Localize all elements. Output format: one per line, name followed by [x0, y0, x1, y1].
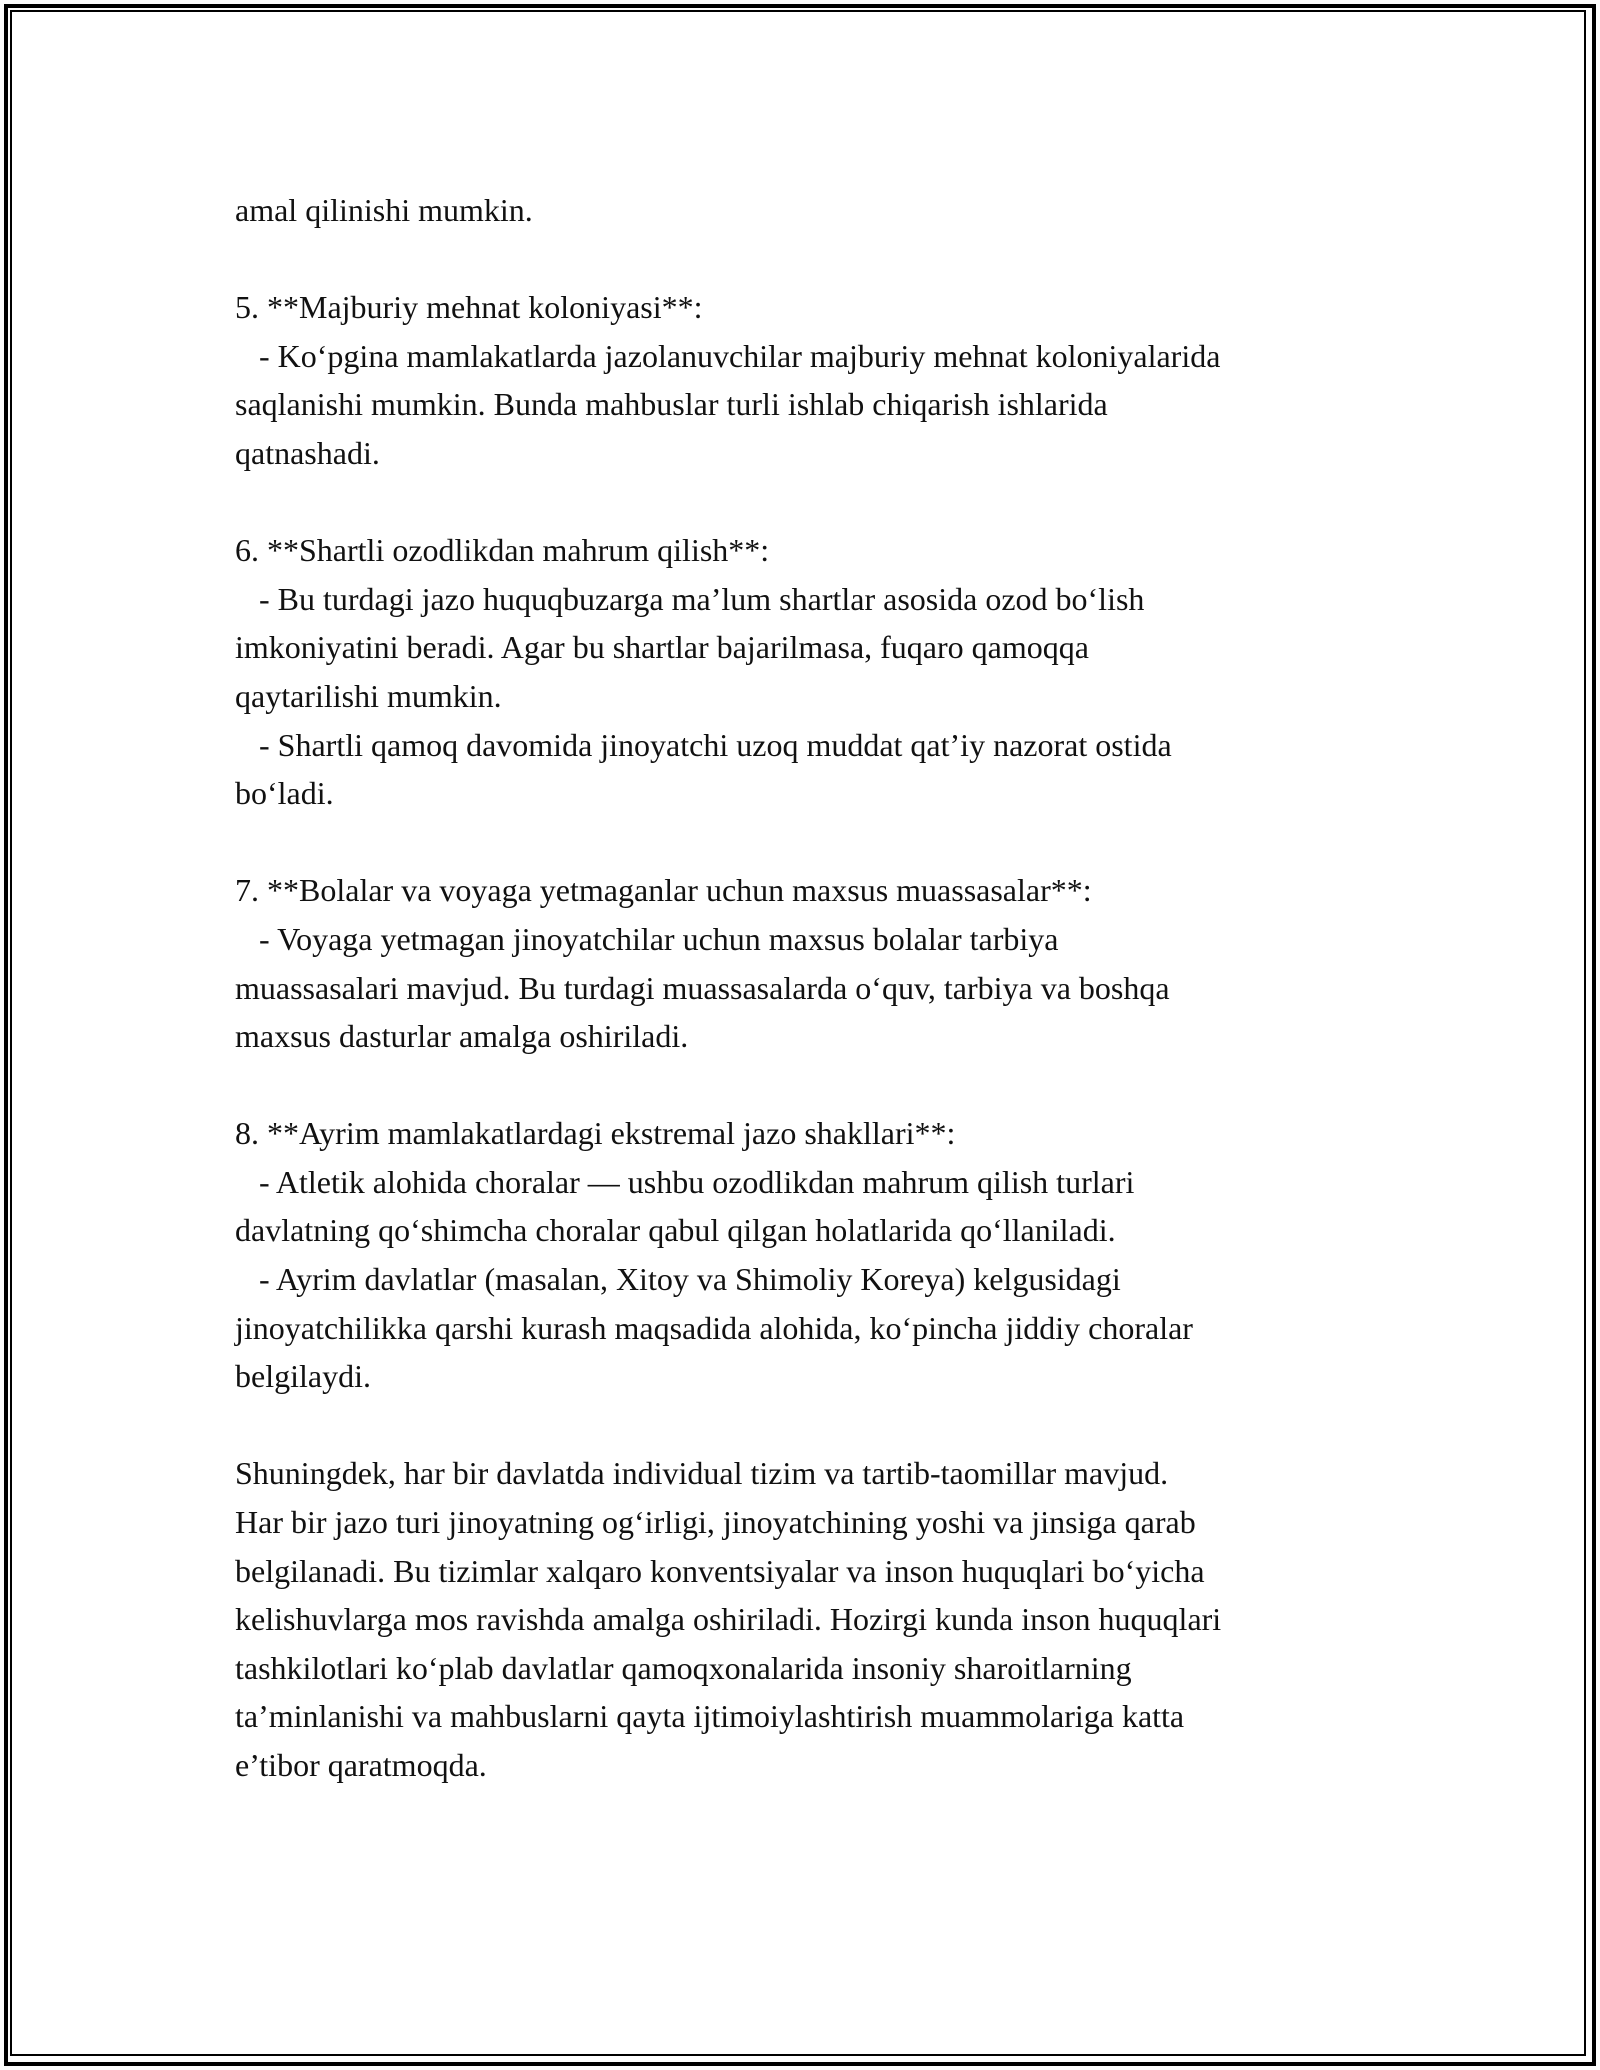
text-line: e’tibor qaratmoqda.: [235, 1747, 487, 1783]
text-line: qatnashadi.: [235, 434, 380, 471]
text-line: qaytarilishi mumkin.: [235, 677, 502, 714]
blank-line: [235, 1401, 1395, 1450]
text-line: kelishuvlarga mos ravishda amalga oshiriladi. Hozirgi kunda inson huquqlari: [235, 1601, 1222, 1638]
text-line: ta’minlanishi va mahbuslarni qayta ijtimoiylashtirish muammolariga katta: [235, 1698, 1185, 1735]
text-line: Shuningdek, har bir davlatda individual tizim va tartib-taomillar mavjud.: [235, 1455, 1169, 1492]
text-line: belgilaydi.: [235, 1358, 371, 1395]
text-line: - Voyaga yetmagan jinoyatchilar uchun maxsus bolalar tarbiya: [235, 920, 1059, 957]
blank-line: [235, 1061, 1395, 1110]
text-line: - Ko‘pgina mamlakatlarda jazolanuvchilar majburiy mehnat koloniyalarida: [235, 337, 1221, 374]
text-line: - Atletik alohida choralar — ushbu ozodlikdan mahrum qilish turlari: [235, 1163, 1135, 1200]
blank-line: [235, 818, 1395, 867]
blank-line: [235, 235, 1395, 284]
section-heading: 8. **Ayrim mamlakatlardagi ekstremal jazo shakllari**:: [235, 1115, 956, 1152]
text-line: - Bu turdagi jazo huquqbuzarga ma’lum shartlar asosida ozod bo‘lish: [235, 580, 1145, 617]
text-line: jinoyatchilikka qarshi kurash maqsadida alohida, ko‘pincha jiddiy choralar: [235, 1309, 1193, 1346]
text-line: saqlanishi mumkin. Bunda mahbuslar turli ishlab chiqarish ishlarida: [235, 386, 1108, 423]
text-line: imkoniyatini beradi. Agar bu shartlar bajarilmasa, fuqaro qamoqqa: [235, 629, 1089, 666]
blank-line: [235, 478, 1395, 527]
text-line: bo‘ladi.: [235, 775, 334, 812]
section-heading: 6. **Shartli ozodlikdan mahrum qilish**:: [235, 532, 770, 569]
text-line: belgilanadi. Bu tizimlar xalqaro konventsiyalar va inson huquqlari bo‘yicha: [235, 1552, 1205, 1589]
text-line: - Ayrim davlatlar (masalan, Xitoy va Shimoliy Koreya) kelgusidagi: [235, 1261, 1121, 1298]
section-heading: 7. **Bolalar va voyaga yetmaganlar uchun maxsus muassasalar**:: [235, 872, 1092, 909]
text-line: maxsus dasturlar amalga oshiriladi.: [235, 1018, 689, 1055]
text-line: amal qilinishi mumkin.: [235, 192, 533, 228]
document-body: [235, 186, 1395, 1790]
section-heading: 5. **Majburiy mehnat koloniyasi**:: [235, 289, 703, 326]
text-line: Har bir jazo turi jinoyatning og‘irligi, jinoyatchining yoshi va jinsiga qarab: [235, 1504, 1196, 1541]
text-line: davlatning qo‘shimcha choralar qabul qilgan holatlarida qo‘llaniladi.: [235, 1212, 1116, 1249]
text-line: tashkilotlari ko‘plab davlatlar qamoqxonalarida insoniy sharoitlarning: [235, 1649, 1132, 1686]
text-line: - Shartli qamoq davomida jinoyatchi uzoq muddat qat’iy nazorat ostida: [235, 726, 1172, 763]
text-line: muassasalari mavjud. Bu turdagi muassasalarda o‘quv, tarbiya va boshqa: [235, 969, 1170, 1006]
